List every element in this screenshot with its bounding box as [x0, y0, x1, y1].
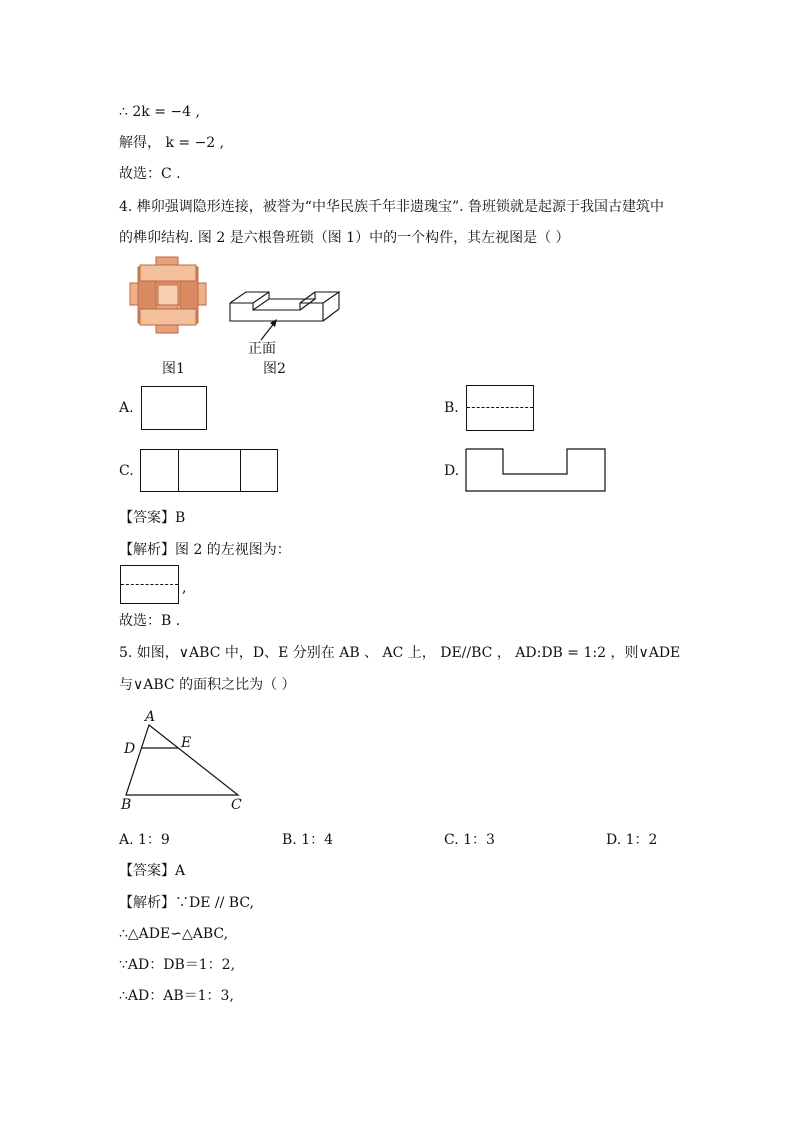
question-5-line-2: 与∨ABC 的面积之比为（ ）: [119, 677, 296, 693]
answer-5: 【答案】A: [119, 863, 186, 879]
option-c-label: C.: [119, 463, 134, 479]
question-4-line-2: 的榫卯结构. 图 2 是六根鲁班锁（图 1）中的一个构件，其左视图是（ ）: [119, 230, 570, 246]
analysis-5-line-4: ∴AD：AB＝1：3,: [119, 988, 234, 1004]
vertex-e-label: E: [181, 735, 192, 751]
option-c-divider-1: [178, 450, 179, 491]
option-b-dashed-line: [467, 407, 533, 408]
q5-option-b: B. 1：4: [282, 832, 334, 848]
figure-2-label: 图2: [263, 361, 286, 377]
vertex-d-label: D: [124, 741, 136, 757]
vertex-c-label: C: [231, 797, 242, 813]
step-line-3: 故选：C .: [119, 166, 181, 182]
option-a-label: A.: [119, 400, 134, 416]
step-line-1: ∴ 2k = −4 ,: [119, 104, 200, 120]
q5-option-a: A. 1：9: [119, 832, 170, 848]
vertex-a-label: A: [145, 709, 156, 725]
analysis-4: 【解析】图 2 的左视图为：: [119, 542, 291, 558]
choose-4: 故选：B .: [119, 613, 181, 629]
luban-lock-image: [128, 255, 208, 335]
option-d-figure: [465, 448, 607, 493]
analysis-5-line-3: ∵AD：DB＝1：2,: [119, 957, 236, 973]
question-5-line-1: 5. 如图，∨ABC 中，D、E 分别在 AB 、 AC 上， DE//BC ， AD:DB = 1:2 ，则∨ADE: [119, 645, 681, 661]
step-line-2: 解得， k = −2 ,: [119, 135, 225, 151]
front-label: 正面: [248, 341, 276, 357]
option-c-figure: [140, 449, 278, 492]
q5-option-d: D. 1：2: [606, 832, 658, 848]
analysis-4-figure: [120, 565, 179, 604]
option-b-figure: [466, 385, 534, 431]
option-a-figure: [141, 386, 207, 430]
option-b-label: B.: [444, 400, 459, 416]
vertex-b-label: B: [121, 797, 132, 813]
q5-option-c: C. 1：3: [444, 832, 495, 848]
question-4-line-1: 4. 榫卯强调隐形连接，被誉为“中华民族千年非遗瑰宝”. 鲁班锁就是起源于我国古建筑中: [119, 199, 665, 215]
analysis-4-dashed-line: [121, 584, 178, 585]
analysis-5-line-1: 【解析】∵DE // BC,: [119, 895, 254, 911]
figure-1-label: 图1: [162, 361, 185, 377]
option-d-label: D.: [444, 463, 460, 479]
option-c-divider-2: [240, 450, 241, 491]
component-3d-figure: [229, 290, 341, 324]
analysis-5-line-2: ∴△ADE∽△ABC,: [119, 926, 229, 942]
answer-4: 【答案】B: [119, 510, 186, 526]
analysis-4-comma: ,: [182, 580, 187, 596]
